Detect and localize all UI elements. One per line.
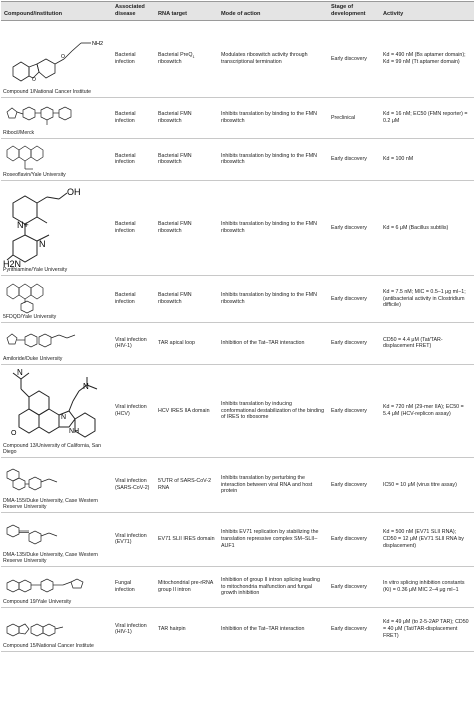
- target-cell: EV71 SLII IRES domain: [155, 512, 218, 566]
- compound-cell: [1, 607, 112, 651]
- disease-cell: Viral infection (HCV): [112, 364, 155, 457]
- moa-cell: Inhibition of the Tat–TAR interaction: [218, 322, 328, 364]
- dma-155-structure: [3, 466, 93, 498]
- disease-cell: Bacterial infection: [112, 275, 155, 322]
- compound-name: Compound 15/National Cancer Institute: [3, 643, 94, 650]
- moa-cell: Inhibits EV71 replication by stabilizing the translation repressive complex SM–SLII–AUF1: [218, 512, 328, 566]
- hydroxyl-label: OH: [67, 187, 81, 198]
- target-cell: Bacterial FMN riboswitch: [155, 180, 218, 275]
- roseoflavin-structure: [3, 142, 73, 172]
- table-row: [1, 97, 474, 138]
- moa-cell: Inhibits translation by binding to the FMN riboswitch: [218, 138, 328, 180]
- amiloride-structure: [3, 328, 93, 356]
- activity-cell: Kd = 6 μM (Bacillus subtilis): [380, 180, 474, 275]
- o-atom-label: O: [61, 54, 65, 61]
- n-atom-label: N: [17, 367, 23, 377]
- moa-cell: Inhibition of group II intron splicing leading to mitochondria malfunction and fungal growth inhibition: [218, 566, 328, 607]
- disease-cell: Bacterial infection: [112, 20, 155, 97]
- pyrithiamine-structure: [3, 185, 93, 267]
- pyridinium-label: N+: [17, 220, 29, 231]
- amine-label: NH2: [92, 41, 104, 48]
- header-target: RNA target: [155, 2, 218, 21]
- n-atom-label: N: [39, 239, 46, 250]
- compound-name: Roseoflavin/Yale University: [3, 172, 66, 179]
- moa-cell: Inhibition of the Tat–TAR interaction: [218, 607, 328, 651]
- compound-cell: [1, 512, 112, 566]
- activity-cell: Kd = 100 nM: [380, 138, 474, 180]
- 5fdqd-structure: [3, 280, 73, 314]
- moa-cell: Inhibits translation by inducing conformational destabilization of the binding of IRES to ribosome: [218, 364, 328, 457]
- header-compound: Compound/institution: [1, 2, 112, 21]
- stage-cell: Early discovery: [328, 607, 380, 651]
- disease-cell: Bacterial infection: [112, 97, 155, 138]
- activity-cell: CD50 = 4.4 μM (Tat/TAR-displacement FRET): [380, 322, 474, 364]
- table-row: [1, 512, 474, 566]
- compound-cell: [1, 275, 112, 322]
- ribocil-structure: [3, 102, 83, 130]
- target-cell: HCV IRES IIA domain: [155, 364, 218, 457]
- compound-1-structure: [3, 29, 108, 89]
- compound-name: Compound 19/Yale University: [3, 599, 72, 606]
- compound-cell: [1, 20, 112, 97]
- target-cell: TAR hairpin: [155, 607, 218, 651]
- target-cell: 5′UTR of SARS-CoV-2 RNA: [155, 457, 218, 512]
- stage-cell: Preclinical: [328, 97, 380, 138]
- activity-cell: Kd = 16 nM; EC50 (FMN reporter) = 0.2 μM: [380, 97, 474, 138]
- stage-cell: Early discovery: [328, 322, 380, 364]
- o-atom-label: O: [32, 77, 36, 84]
- compound-cell: [1, 322, 112, 364]
- table-row: [1, 457, 474, 512]
- moa-cell: Inhibits translation by binding to the FMN riboswitch: [218, 275, 328, 322]
- target-cell: Bacterial FMN riboswitch: [155, 97, 218, 138]
- compound-cell: [1, 364, 112, 457]
- activity-cell: IC50 = 10 μM (virus titre assay): [380, 457, 474, 512]
- moa-cell: Modulates riboswitch activity through transcriptional termination: [218, 20, 328, 97]
- disease-cell: Viral infection (EV71): [112, 512, 155, 566]
- table-row: [1, 566, 474, 607]
- header-activity: Activity: [380, 2, 474, 21]
- moa-cell: Inhibits translation by perturbing the interaction between viral RNA and host protein: [218, 457, 328, 512]
- compound-cell: [1, 180, 112, 275]
- stage-cell: Early discovery: [328, 566, 380, 607]
- o-atom-label: O: [11, 429, 17, 437]
- compound-cell: [1, 566, 112, 607]
- n-atom-label: N: [61, 413, 67, 421]
- disease-cell: Viral infection (HIV-1): [112, 322, 155, 364]
- target-cell: TAR apical loop: [155, 322, 218, 364]
- activity-cell: Kd = 49 μM (to 2-5-2AP TAR); CD50 = 40 μM (Tat/TAR-displacement FRET): [380, 607, 474, 651]
- compound-name: DMA-135/Duke University, Case Western Reserve University: [3, 551, 98, 565]
- compound-name: 5FDQD/Yale University: [3, 314, 57, 321]
- moa-cell: Inhibits translation by binding to the FMN riboswitch: [218, 97, 328, 138]
- compound-name: Compound 13/University of California, San Diego: [3, 442, 102, 456]
- stage-cell: Early discovery: [328, 364, 380, 457]
- disease-cell: Fungal infection: [112, 566, 155, 607]
- target-cell: Bacterial FMN riboswitch: [155, 138, 218, 180]
- compound-13-structure: [3, 367, 108, 443]
- compound-cell: [1, 138, 112, 180]
- compound-name: DMA-155/Duke University, Case Western Reserve University: [3, 497, 98, 511]
- activity-cell: In vitro splicing inhibition constants (Ki) = 0.36 μM MIC 2–4 μg ml−1: [380, 566, 474, 607]
- table-row: [1, 607, 474, 651]
- disease-cell: Viral infection (SARS-CoV-2): [112, 457, 155, 512]
- table-row: [1, 138, 474, 180]
- stage-cell: Early discovery: [328, 180, 380, 275]
- compound-name: Compound 1/National Cancer Institute: [3, 89, 91, 96]
- compound-cell: [1, 97, 112, 138]
- compound-table: [1, 1, 474, 652]
- stage-cell: Early discovery: [328, 457, 380, 512]
- stage-cell: Early discovery: [328, 275, 380, 322]
- dma-135-structure: [3, 520, 93, 552]
- table-row: [1, 180, 474, 275]
- table-row: [1, 20, 474, 97]
- stage-cell: Early discovery: [328, 20, 380, 97]
- disease-cell: Bacterial infection: [112, 180, 155, 275]
- compound-name: Amiloride/Duke University: [3, 356, 63, 363]
- table-row: [1, 275, 474, 322]
- disease-cell: Bacterial infection: [112, 138, 155, 180]
- target-cell: Mitochondrial pre-rRNA group II intron: [155, 566, 218, 607]
- table-row: [1, 322, 474, 364]
- compound-15-structure: [3, 617, 93, 643]
- n-atom-label: N: [83, 381, 89, 391]
- compound-cell: [1, 457, 112, 512]
- header-moa: Mode of action: [218, 2, 328, 21]
- activity-cell: Kd = 490 nM (Bs aptamer domain); Kd = 99 nM (Tt aptamer domain): [380, 20, 474, 97]
- header-disease: Associated disease: [112, 2, 155, 21]
- header-stage: Stage of development: [328, 2, 380, 21]
- compound-name: Pyrithiamine/Yale University: [3, 267, 68, 274]
- moa-cell: Inhibits translation by binding to the FMN riboswitch: [218, 180, 328, 275]
- compound-name: Ribocil/Merck: [3, 130, 35, 137]
- header-row: [1, 2, 474, 21]
- target-cell: Bacterial FMN riboswitch: [155, 275, 218, 322]
- activity-cell: Kd = 7.5 nM; MIC = 0.5–1 μg ml−1; (antibacterial activity in Clostridium difficile): [380, 275, 474, 322]
- amine-label: H2N: [3, 259, 22, 268]
- compound-19-structure: [3, 573, 103, 599]
- table-row: [1, 364, 474, 457]
- nh-label: NH: [69, 427, 80, 435]
- stage-cell: Early discovery: [328, 138, 380, 180]
- disease-cell: Viral infection (HIV-1): [112, 607, 155, 651]
- target-cell: Bacterial PreQ$_1$ riboswitch: [155, 20, 218, 97]
- stage-cell: Early discovery: [328, 512, 380, 566]
- activity-cell: Kd = 720 nM (29-mer IIA); EC50 = 5.4 μM (HCV-replicon assay): [380, 364, 474, 457]
- activity-cell: Kd = 500 nM (EV71 SLII RNA); CD50 = 12 μM (EV71 SLII RNA by displacement): [380, 512, 474, 566]
